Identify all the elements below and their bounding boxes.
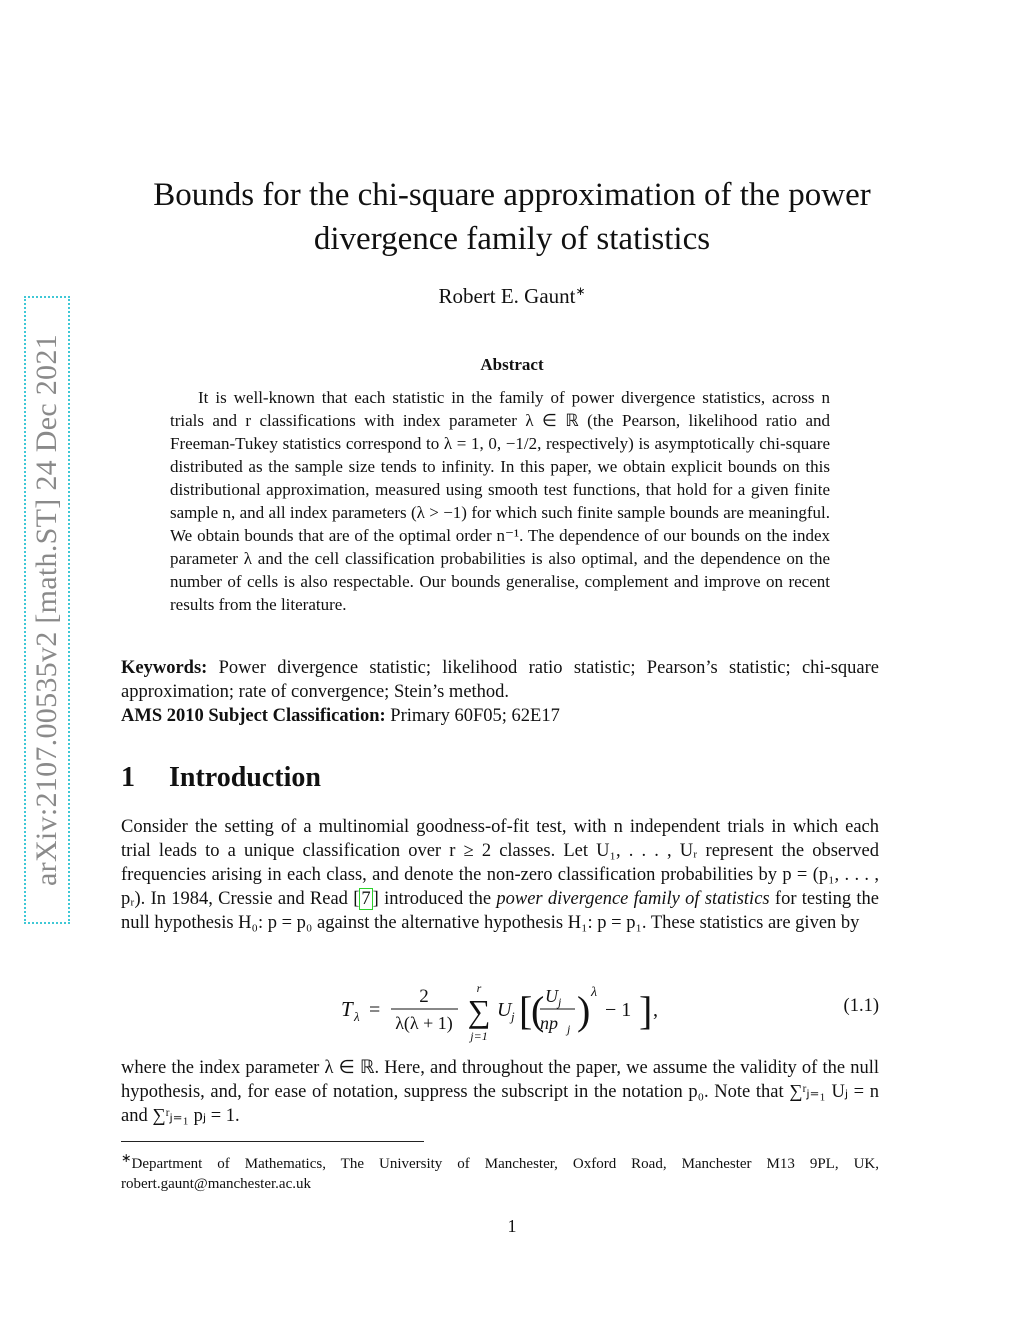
eq-coef-num: 2: [419, 986, 429, 1007]
eq-frac-num: U: [545, 986, 558, 1006]
abstract-body: It is well-known that each statistic in the family of power divergence statistics, across n trials and r classifications with index parameter λ ∈ ℝ (the Pearson, likelihood ratio and Freeman-Tukey statistics correspond to λ = 1, 0, −1/2, respectively) is asymptotically chi-square distributed as the sample size tends to infinity. In this paper, we obtain explicit bounds on this distributional approximation, measured using smooth test functions, that hold for a given finite sample n, and all index parameters (λ > −1) for which such finite sample bounds are meaningful. We obtain bounds that are of the optimal order n⁻¹. The dependence of our bounds on the index parameter λ and the cell classification probabilities is also optimal, and the dependence on the number of cells is also respectable. Our bounds generalise, complement and improve on recent results from the literature.: [170, 388, 830, 614]
eq-right-paren: ): [577, 988, 591, 1033]
footnote-text: Department of Mathematics, The University of Manchester, Oxford Road, Manchester M13 9PL, UK, robert.gaunt@manchester.ac.uk: [121, 1156, 879, 1192]
footnote-mark: ∗: [121, 1151, 132, 1165]
title-line-1: Bounds for the chi-square approximation of the power: [153, 177, 871, 213]
intro-text-3: for testing the null hypothesis H₀: p = p₀ against the alternative hypothesis H₁: p = p₁. These statistics are given by: [121, 889, 879, 933]
section-title: Introduction: [169, 762, 321, 793]
eq-minus-one: − 1: [605, 999, 632, 1021]
section-number: 1: [121, 762, 135, 793]
author: [0, 284, 1024, 309]
keywords-label: Keywords:: [121, 658, 208, 678]
citation-link[interactable]: 7: [361, 889, 371, 909]
eq-left-bracket: [: [519, 988, 533, 1033]
intro-text-2: introduced the: [384, 889, 492, 909]
ams-label: AMS 2010 Subject Classification:: [121, 706, 386, 726]
eq-right-bracket: ]: [639, 988, 653, 1033]
equation-number: (1.1): [843, 996, 879, 1016]
abstract-heading: Abstract: [480, 355, 544, 374]
page-number: 1: [507, 1216, 517, 1236]
eq-lhs: T: [341, 997, 353, 1021]
equation-1-1: [121, 982, 879, 1052]
keywords: [121, 656, 879, 704]
eq-sum-bottom: j=1: [470, 1029, 488, 1043]
arxiv-stamp-text: arXiv:2107.00535v2 [math.ST] 24 Dec 2021: [30, 334, 63, 886]
footnote: [121, 1148, 879, 1194]
author-name: Robert E. Gaunt: [438, 284, 576, 308]
eq-frac-den: np: [540, 1013, 558, 1033]
eq-sum-top: r: [476, 982, 482, 995]
paper-title: [0, 173, 1024, 261]
eq-lhs-sub: λ: [354, 1009, 360, 1024]
eq-u-sub: j: [511, 1009, 515, 1024]
keywords-text: Power divergence statistic; likelihood ratio statistic; Pearson’s statistic; chi-square approximation; rate of convergence; Stein’s method.: [121, 658, 879, 702]
eq-coef-den: λ(λ + 1): [395, 1013, 453, 1033]
eq-exponent: λ: [591, 985, 598, 1000]
eq-left-paren: (: [531, 988, 545, 1033]
eq-u: U: [497, 999, 512, 1021]
section-heading: [121, 762, 321, 794]
intro-emphasis: power divergence family of statistics: [496, 889, 770, 909]
eq-frac-den-sub: j: [567, 1022, 571, 1036]
eq-frac-num-sub: j: [558, 995, 562, 1009]
footnote-rule: [121, 1141, 424, 1142]
intro-text-1: Consider the setting of a multinomial goodness-of-fit test, with n independent trials in which each trial leads to a unique classification over r ≥ 2 classes. Let U₁, . . . , Uᵣ represent the observed frequencies arising in each class, and denote the non-zero classification probabilities by p = (p₁, . . . , pᵣ). In 1984, Cressie and Read: [121, 817, 879, 909]
author-footnote-mark: ∗: [575, 284, 586, 298]
eq-sum-sign: ∑: [467, 993, 491, 1029]
intro-paragraph: Consider the setting of a multinomial goodness-of-fit test, with n independent trials in which each trial leads to a unique classification over r ≥ 2 classes. Let U₁, . . . , Uᵣ represent the observed frequencies arising in each class, and denote the non-zero classification probabilities by p = (p₁, . . . , pᵣ). In 1984, Cressie and Read [ 7 ] introduced the power divergence family of statistics for testing the null hypothesis H₀: p = p₀ against the alternative hypothesis H₁: p = p₁. These statistics are given by: [121, 817, 879, 933]
arxiv-stamp[interactable]: [24, 296, 70, 924]
equation-body: [341, 982, 681, 1052]
eq-equals: =: [369, 999, 381, 1021]
where-paragraph: where the index parameter λ ∈ ℝ. Here, and throughout the paper, we assume the validity of the null hypothesis, and, for ease of notation, suppress the subscript in the notation p₀. Note that ∑ʳⱼ₌₁ Uⱼ = n and ∑ʳⱼ₌₁ pⱼ = 1.: [121, 1058, 879, 1126]
ams-classification: [121, 704, 879, 728]
title-line-2: divergence family of statistics: [313, 221, 711, 257]
eq-comma: ,: [653, 999, 658, 1021]
ams-text: Primary 60F05; 62E17: [390, 706, 560, 726]
